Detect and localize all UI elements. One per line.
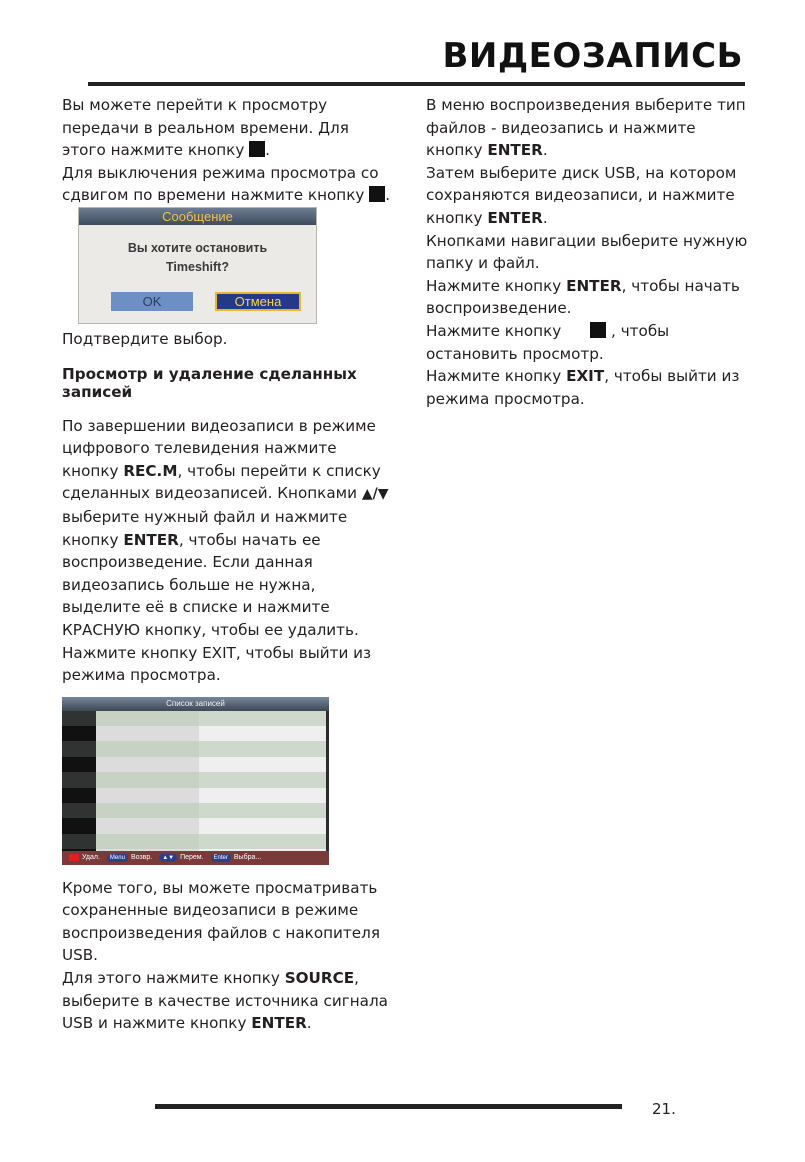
- dialog-message: Вы хотите остановить Timeshift?: [127, 240, 268, 274]
- red-key-icon: [69, 854, 79, 861]
- page-title: ВИДЕОЗАПИСЬ: [442, 36, 743, 76]
- paragraph-right-1: В меню воспроизведения выберите тип файлов - видеозапись и нажмите кнопку ENTER.: [426, 96, 746, 160]
- key-source: SOURCE: [284, 969, 355, 988]
- recordings-list-screen: [62, 697, 329, 865]
- paragraph-right-4: Нажмите кнопку ENTER, чтобы начать воспроизведение.: [426, 276, 740, 318]
- page-number: 21.: [652, 1100, 676, 1118]
- dialog-title: Сообщение: [79, 208, 316, 225]
- footer-divider: [155, 1104, 622, 1109]
- paragraph-live: Вы можете перейти к просмотру передачи в реальном времени. Для этого нажмите кнопку .: [62, 96, 349, 160]
- list-item[interactable]: [62, 711, 329, 726]
- cancel-button[interactable]: Отмена: [215, 292, 301, 311]
- paragraph-right-6: Нажмите кнопку EXIT, чтобы выйти из режима просмотра.: [426, 367, 740, 408]
- nav-key-icon: ▲▼: [159, 854, 177, 862]
- list-item[interactable]: [62, 818, 329, 833]
- list-item[interactable]: [62, 726, 329, 741]
- recordings-list: [62, 711, 329, 865]
- key-recm: REC.M: [123, 461, 178, 480]
- list-item[interactable]: [62, 772, 329, 787]
- key-enter: ENTER: [566, 276, 622, 295]
- stop-button-icon: [249, 141, 265, 157]
- paragraph-right-2: Затем выберите диск USB, на котором сохраняются видеозаписи, и нажмите кнопку ENTER.: [426, 163, 737, 227]
- key-enter: ENTER: [487, 141, 543, 160]
- key-enter: ENTER: [251, 1014, 307, 1033]
- confirm-text: Подтвердите выбор.: [62, 329, 228, 348]
- enter-key-icon: Enter: [211, 854, 231, 862]
- list-item[interactable]: [62, 803, 329, 818]
- menu-key-icon: Menu: [107, 854, 128, 862]
- recordings-list-title: Список записей: [62, 697, 329, 711]
- list-item[interactable]: [62, 834, 329, 849]
- list-item[interactable]: [62, 757, 329, 772]
- stop-button-icon: [369, 186, 385, 202]
- recordings-list-footer: Удал. Menu Возвр. ▲▼ Перем. Enter Выбра...: [62, 851, 329, 865]
- section-title: Просмотр и удаление сделанных записей: [62, 364, 357, 401]
- key-exit: EXIT: [566, 367, 605, 386]
- paragraph-right-5: Нажмите кнопку , чтобы остановить просмотр.: [426, 321, 670, 363]
- title-divider: [88, 82, 745, 86]
- left-column: [62, 94, 392, 1035]
- arrow-keys-icon: ▲/▼: [361, 486, 389, 503]
- paragraph-usb: Кроме того, вы можете просматривать сохраненные видеозаписи в режиме воспроизведения файлов с накопителя USB.: [62, 878, 380, 965]
- timeshift-stop-dialog: [78, 207, 317, 324]
- stop-button-icon: [590, 322, 606, 338]
- list-item[interactable]: [62, 741, 329, 756]
- key-enter: ENTER: [487, 208, 543, 227]
- key-enter: ENTER: [123, 530, 179, 549]
- paragraph-source: Для этого нажмите кнопку SOURCE, выберите в качестве источника сигнала USB и нажмите кнопку ENTER.: [62, 969, 388, 1033]
- paragraph-timeshift-off: Для выключения режима просмотра со сдвигом по времени нажмите кнопку .: [62, 163, 391, 205]
- right-column: [426, 94, 756, 410]
- ok-button[interactable]: OK: [111, 292, 193, 311]
- paragraph-right-3: Кнопками навигации выберите нужную папку и файл.: [426, 231, 748, 273]
- list-item[interactable]: [62, 788, 329, 803]
- paragraph-recordings: По завершении видеозаписи в режиме цифрового телевидения нажмите кнопку REC.M, чтобы перейти к списку сделанных видеозаписей. Кнопками ▲/▼ выберите нужный файл и нажмите кнопку ENTER, чтобы начать ее воспроизведение. Если данная видеозапись больше не нужна, выделите её в списке и нажмите КРАСНУЮ кнопку, чтобы ее удалить. Нажмите кнопку EXIT, чтобы выйти из режима просмотра.: [62, 416, 389, 685]
